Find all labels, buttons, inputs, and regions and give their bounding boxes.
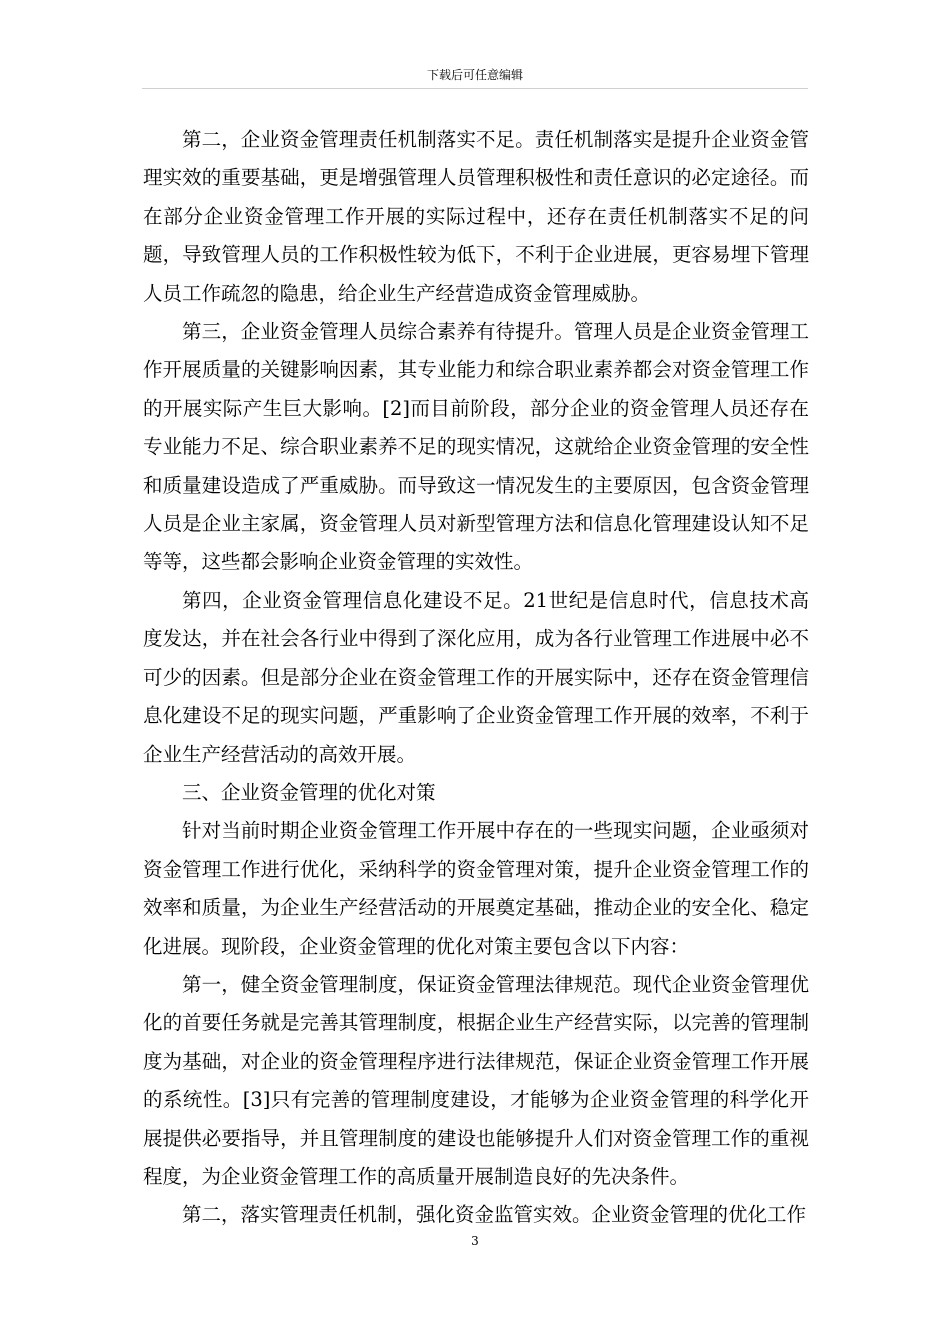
page-number: 3 xyxy=(471,1234,479,1248)
paragraph-optimization-intro: 针对当前时期企业资金管理工作开展中存在的一些现实问题，企业亟须对资金管理工作进行优化，采纳科学的资金管理对策，提升企业资金管理工作的效率和质量，为企业生产经营活动的开展奠定基础，推动企业的安全化、稳定化进展。现阶段，企业资金管理的优化对策主要包含以下内容： xyxy=(143,819,809,958)
page-header: 下载后可任意编辑 xyxy=(426,68,523,82)
paragraph-responsibility-implementation: 第二，落实管理责任机制，强化资金监管实效。企业资金管理的优化工作 xyxy=(182,1203,807,1227)
document-body xyxy=(143,121,809,1235)
header-divider xyxy=(142,88,808,89)
section-heading-optimization: 三、企业资金管理的优化对策 xyxy=(182,780,436,804)
paragraph-responsibility-mechanism: 第二，企业资金管理责任机制落实不足。责任机制落实是提升企业资金管理实效的重要基础，更是增强管理人员管理积极性和责任意识的必定途径。而在部分企业资金管理工作开展的实际过程中，还存在责任机制落实不足的问题，导致管理人员的工作积极性较为低下，不利于企业进展，更容易埋下管理人员工作疏忽的隐患，给企业生产经营造成资金管理威胁。 xyxy=(143,128,809,305)
paragraph-informatization: 第四，企业资金管理信息化建设不足。21世纪是信息时代，信息技术高度发达，并在社会各行业中得到了深化应用，成为各行业管理工作进展中必不可少的因素。但是部分企业在资金管理工作的开展实际中，还存在资金管理信息化建设不足的现实问题，严重影响了企业资金管理工作开展的效率，不利于企业生产经营活动的高效开展。 xyxy=(143,588,809,766)
paragraph-management-system: 第一，健全资金管理制度，保证资金管理法律规范。现代企业资金管理优化的首要任务就是完善其管理制度，根据企业生产经营实际，以完善的管理制度为基础，对企业的资金管理程序进行法律规范，保证企业资金管理工作开展的系统性。[3]只有完善的管理制度建设，才能够为企业资金管理的科学化开展提供必要指导，并且管理制度的建设也能够提升人们对资金管理工作的重视程度，为企业资金管理工作的高质量开展制造良好的先决条件。 xyxy=(143,972,809,1188)
paragraph-staff-quality: 第三，企业资金管理人员综合素养有待提升。管理人员是企业资金管理工作开展质量的关键影响因素，其专业能力和综合职业素养都会对资金管理工作的开展实际产生巨大影响。[2]而目前阶段，部分企业的资金管理人员还存在专业能力不足、综合职业素养不足的现实情况，这就给企业资金管理的安全性和质量建设造成了严重威胁。而导致这一情况发生的主要原因，包含资金管理人员是企业主家属，资金管理人员对新型管理方法和信息化管理建设认知不足等等，这些都会影响企业资金管理的实效性。 xyxy=(143,320,809,574)
